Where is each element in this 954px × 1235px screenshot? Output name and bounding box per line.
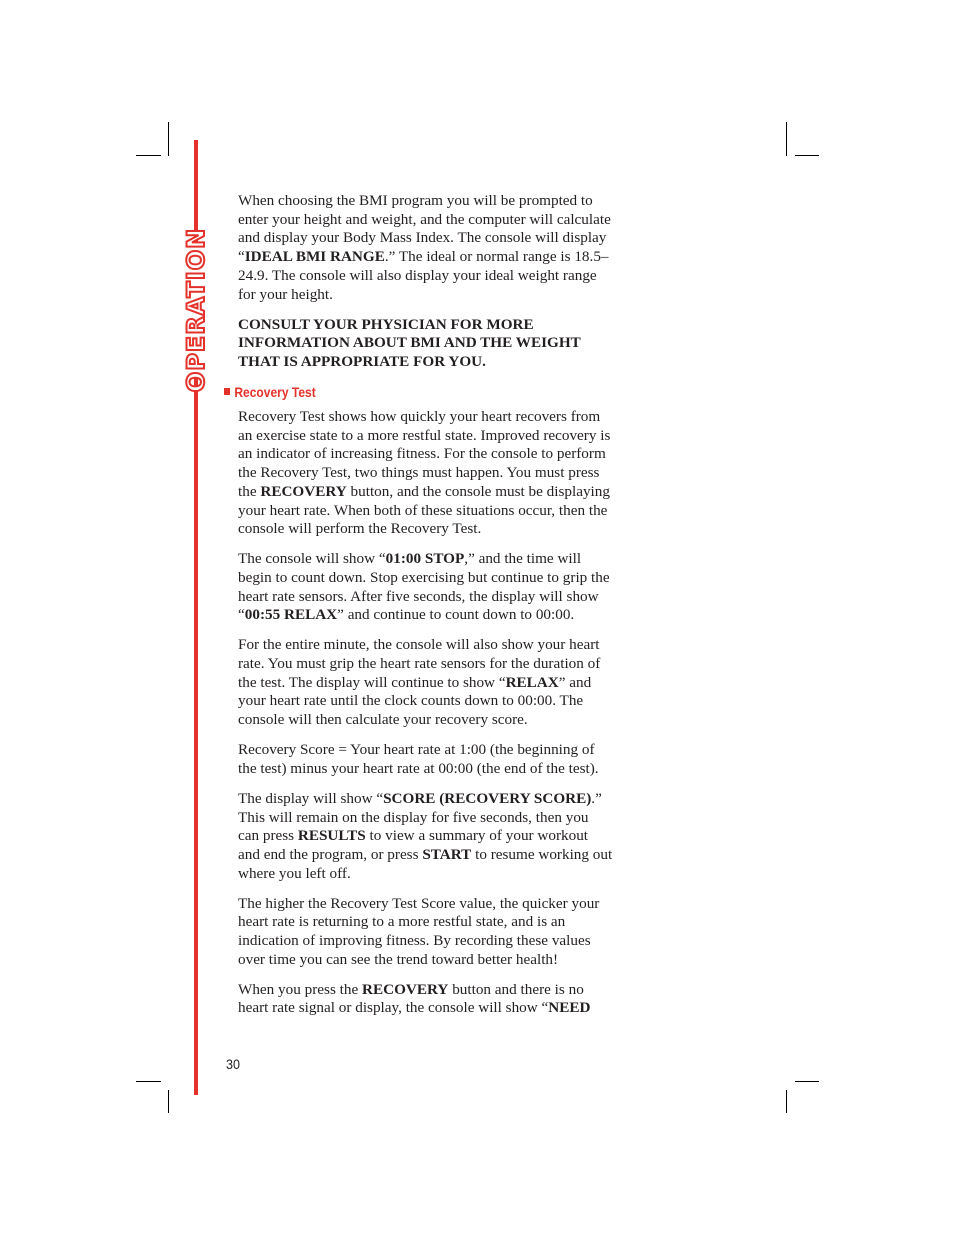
- heading-text: Recovery Test: [234, 384, 316, 400]
- text-run: .” The ideal or normal range is 18.5–24.9. The console will also display your ideal weight range for your height.: [238, 248, 609, 303]
- bold-run: RESULTS: [297, 827, 366, 845]
- recovery-paragraph-1: [238, 408, 613, 539]
- bold-run: NEED: [548, 999, 591, 1017]
- text-run: Recovery Test shows how quickly your heart recovers from an exercise state to a more restful state. Improved recovery is an indicator of increasing fitness. For the console to perform the Recovery Test, two things must happen. You must press the: [238, 408, 611, 500]
- page-number: 30: [226, 1056, 241, 1072]
- recovery-paragraph-5: [238, 790, 613, 884]
- recovery-paragraph-3: [238, 636, 613, 730]
- crop-mark: [786, 1090, 787, 1113]
- crop-mark: [168, 122, 169, 156]
- text-run: ” and continue to count down to 00:00.: [337, 606, 575, 624]
- recovery-text-block: [238, 408, 613, 1029]
- physician-warning: CONSULT YOUR PHYSICIAN FOR MORE INFORMATION ABOUT BMI AND THE WEIGHT THAT IS APPROPRIATE FOR YOU.: [238, 315, 581, 370]
- recovery-paragraph-6: The higher the Recovery Test Score value, the quicker your heart rate is returning to a more restful state, and is an indication of improving fitness. By recording these values over time you can see the trend toward better health!: [238, 894, 600, 968]
- text-run: to resume working out where you left off.: [238, 845, 613, 882]
- bmi-paragraph: [238, 192, 613, 304]
- bold-run: 01:00 STOP: [385, 550, 465, 568]
- text-run: When choosing the BMI program you will be prompted to enter your height and weight, and the computer will calculate and display your Body Mass Index. The console will display “: [238, 192, 611, 266]
- text-run: ” and your heart rate until the clock counts down to 00:00. The console will then calculate your recovery score.: [238, 673, 592, 729]
- bmi-text-block: [238, 192, 613, 384]
- crop-mark: [136, 155, 161, 156]
- text-run: ,” and the time will begin to count down. Stop exercising but continue to grip the heart rate sensors. After five seconds, the display will show “: [238, 550, 610, 624]
- crop-mark: [786, 122, 787, 156]
- bold-run: RELAX: [505, 673, 559, 691]
- text-run: When you press the: [238, 980, 362, 998]
- text-run: button, and the console must be displaying your heart rate. When both of these situations occur, then the console will perform the Recovery Test.: [238, 482, 610, 538]
- section-side-label: OPERATION: [182, 227, 210, 393]
- square-bullet-icon: [224, 388, 230, 395]
- recovery-paragraph-7: [238, 981, 613, 1018]
- bold-run: SCORE (RECOVERY SCORE): [383, 789, 592, 807]
- crop-mark: [795, 155, 819, 156]
- text-run: to view a summary of your workout and end the program, or press: [238, 827, 589, 863]
- text-run: For the entire minute, the console will also show your heart rate. You must grip the heart rate sensors for the duration of the test. The display will continue to show “: [238, 636, 601, 691]
- bold-run: RECOVERY: [362, 980, 449, 998]
- crop-mark: [136, 1081, 161, 1082]
- crop-mark: [795, 1081, 819, 1082]
- bold-run: START: [422, 845, 472, 863]
- text-run: button and there is no heart rate signal or display, the console will show “: [238, 980, 584, 1017]
- bold-run: IDEAL BMI RANGE: [244, 248, 385, 266]
- recovery-paragraph-2: [238, 550, 613, 625]
- recovery-test-heading: [224, 384, 316, 400]
- crop-mark: [168, 1090, 169, 1113]
- text-run: The console will show “: [238, 550, 386, 568]
- text-run: .” This will remain on the display for five seconds, then you can press: [238, 789, 602, 845]
- text-run: The display will show “: [238, 789, 384, 807]
- bold-run: 00:55 RELAX: [244, 606, 338, 624]
- recovery-score-formula: Recovery Score = Your heart rate at 1:00 (the beginning of the test) minus your heart rate at 00:00 (the end of the test).: [238, 741, 599, 777]
- bold-run: RECOVERY: [260, 482, 347, 500]
